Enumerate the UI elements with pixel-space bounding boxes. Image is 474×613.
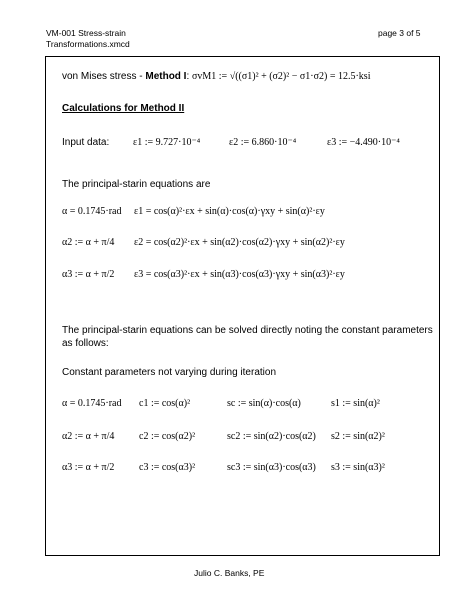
const-c1: c1 := cos(α)² bbox=[139, 398, 191, 409]
const-s3: s3 := sin(α3)² bbox=[331, 462, 385, 473]
const-sc2: sc2 := sin(α2)·cos(α2) bbox=[227, 431, 316, 442]
solve-text-line1: The principal-starin equations can be solved directly noting the constant parameters bbox=[62, 325, 433, 336]
alpha-def: α = 0.1745·rad bbox=[62, 206, 122, 217]
alpha3-def: α3 := α + π/2 bbox=[62, 269, 115, 280]
vonmises-label: von Mises stress - Method I: bbox=[62, 71, 190, 82]
epsilon1-input: ε1 := 9.727·10⁻⁴ bbox=[133, 137, 201, 148]
const-sc1: sc := sin(α)·cos(α) bbox=[227, 398, 301, 409]
epsilon3-input: ε3 := −4.490·10⁻⁴ bbox=[327, 137, 400, 148]
vonmises-equation: σvM1 := √((σ1)² + (σ2)² − σ1·σ2) = 12.5·ksi bbox=[192, 71, 371, 82]
worksheet-frame bbox=[45, 56, 440, 556]
input-label: Input data: bbox=[62, 137, 110, 148]
strain-eq-3: ε3 = cos(α3)²·εx + sin(α3)·cos(α3)·γxy + sin(α3)²·εy bbox=[134, 269, 345, 280]
file-name-line2: Transformations.xmcd bbox=[46, 39, 130, 49]
file-name-line1: VM-001 Stress-strain bbox=[46, 28, 126, 38]
solve-text-line2: as follows: bbox=[62, 338, 109, 349]
page-number: page 3 of 5 bbox=[378, 28, 421, 38]
alpha2-def: α2 := α + π/4 bbox=[62, 237, 115, 248]
const-alpha-3: α3 := α + π/2 bbox=[62, 462, 115, 473]
const-c2: c2 := cos(α2)² bbox=[139, 431, 196, 442]
const-s1: s1 := sin(α)² bbox=[331, 398, 380, 409]
constant-heading: Constant parameters not varying during iteration bbox=[62, 367, 277, 378]
epsilon2-input: ε2 := 6.860·10⁻⁴ bbox=[229, 137, 297, 148]
file-name bbox=[46, 28, 130, 50]
const-s2: s2 := sin(α2)² bbox=[331, 431, 385, 442]
principal-heading: The principal-starin equations are bbox=[62, 179, 211, 190]
strain-eq-2: ε2 = cos(α2)²·εx + sin(α2)·cos(α2)·γxy + sin(α2)²·εy bbox=[134, 237, 345, 248]
footer-author: Julio C. Banks, PE bbox=[194, 568, 265, 578]
method2-heading: Calculations for Method II bbox=[62, 103, 185, 114]
const-sc3: sc3 := sin(α3)·cos(α3) bbox=[227, 462, 316, 473]
const-alpha-2: α2 := α + π/4 bbox=[62, 431, 115, 442]
const-alpha-1: α = 0.1745·rad bbox=[62, 398, 122, 409]
strain-eq-1: ε1 = cos(α)²·εx + sin(α)·cos(α)·γxy + sin(α)²·εy bbox=[134, 206, 325, 217]
const-c3: c3 := cos(α3)² bbox=[139, 462, 196, 473]
